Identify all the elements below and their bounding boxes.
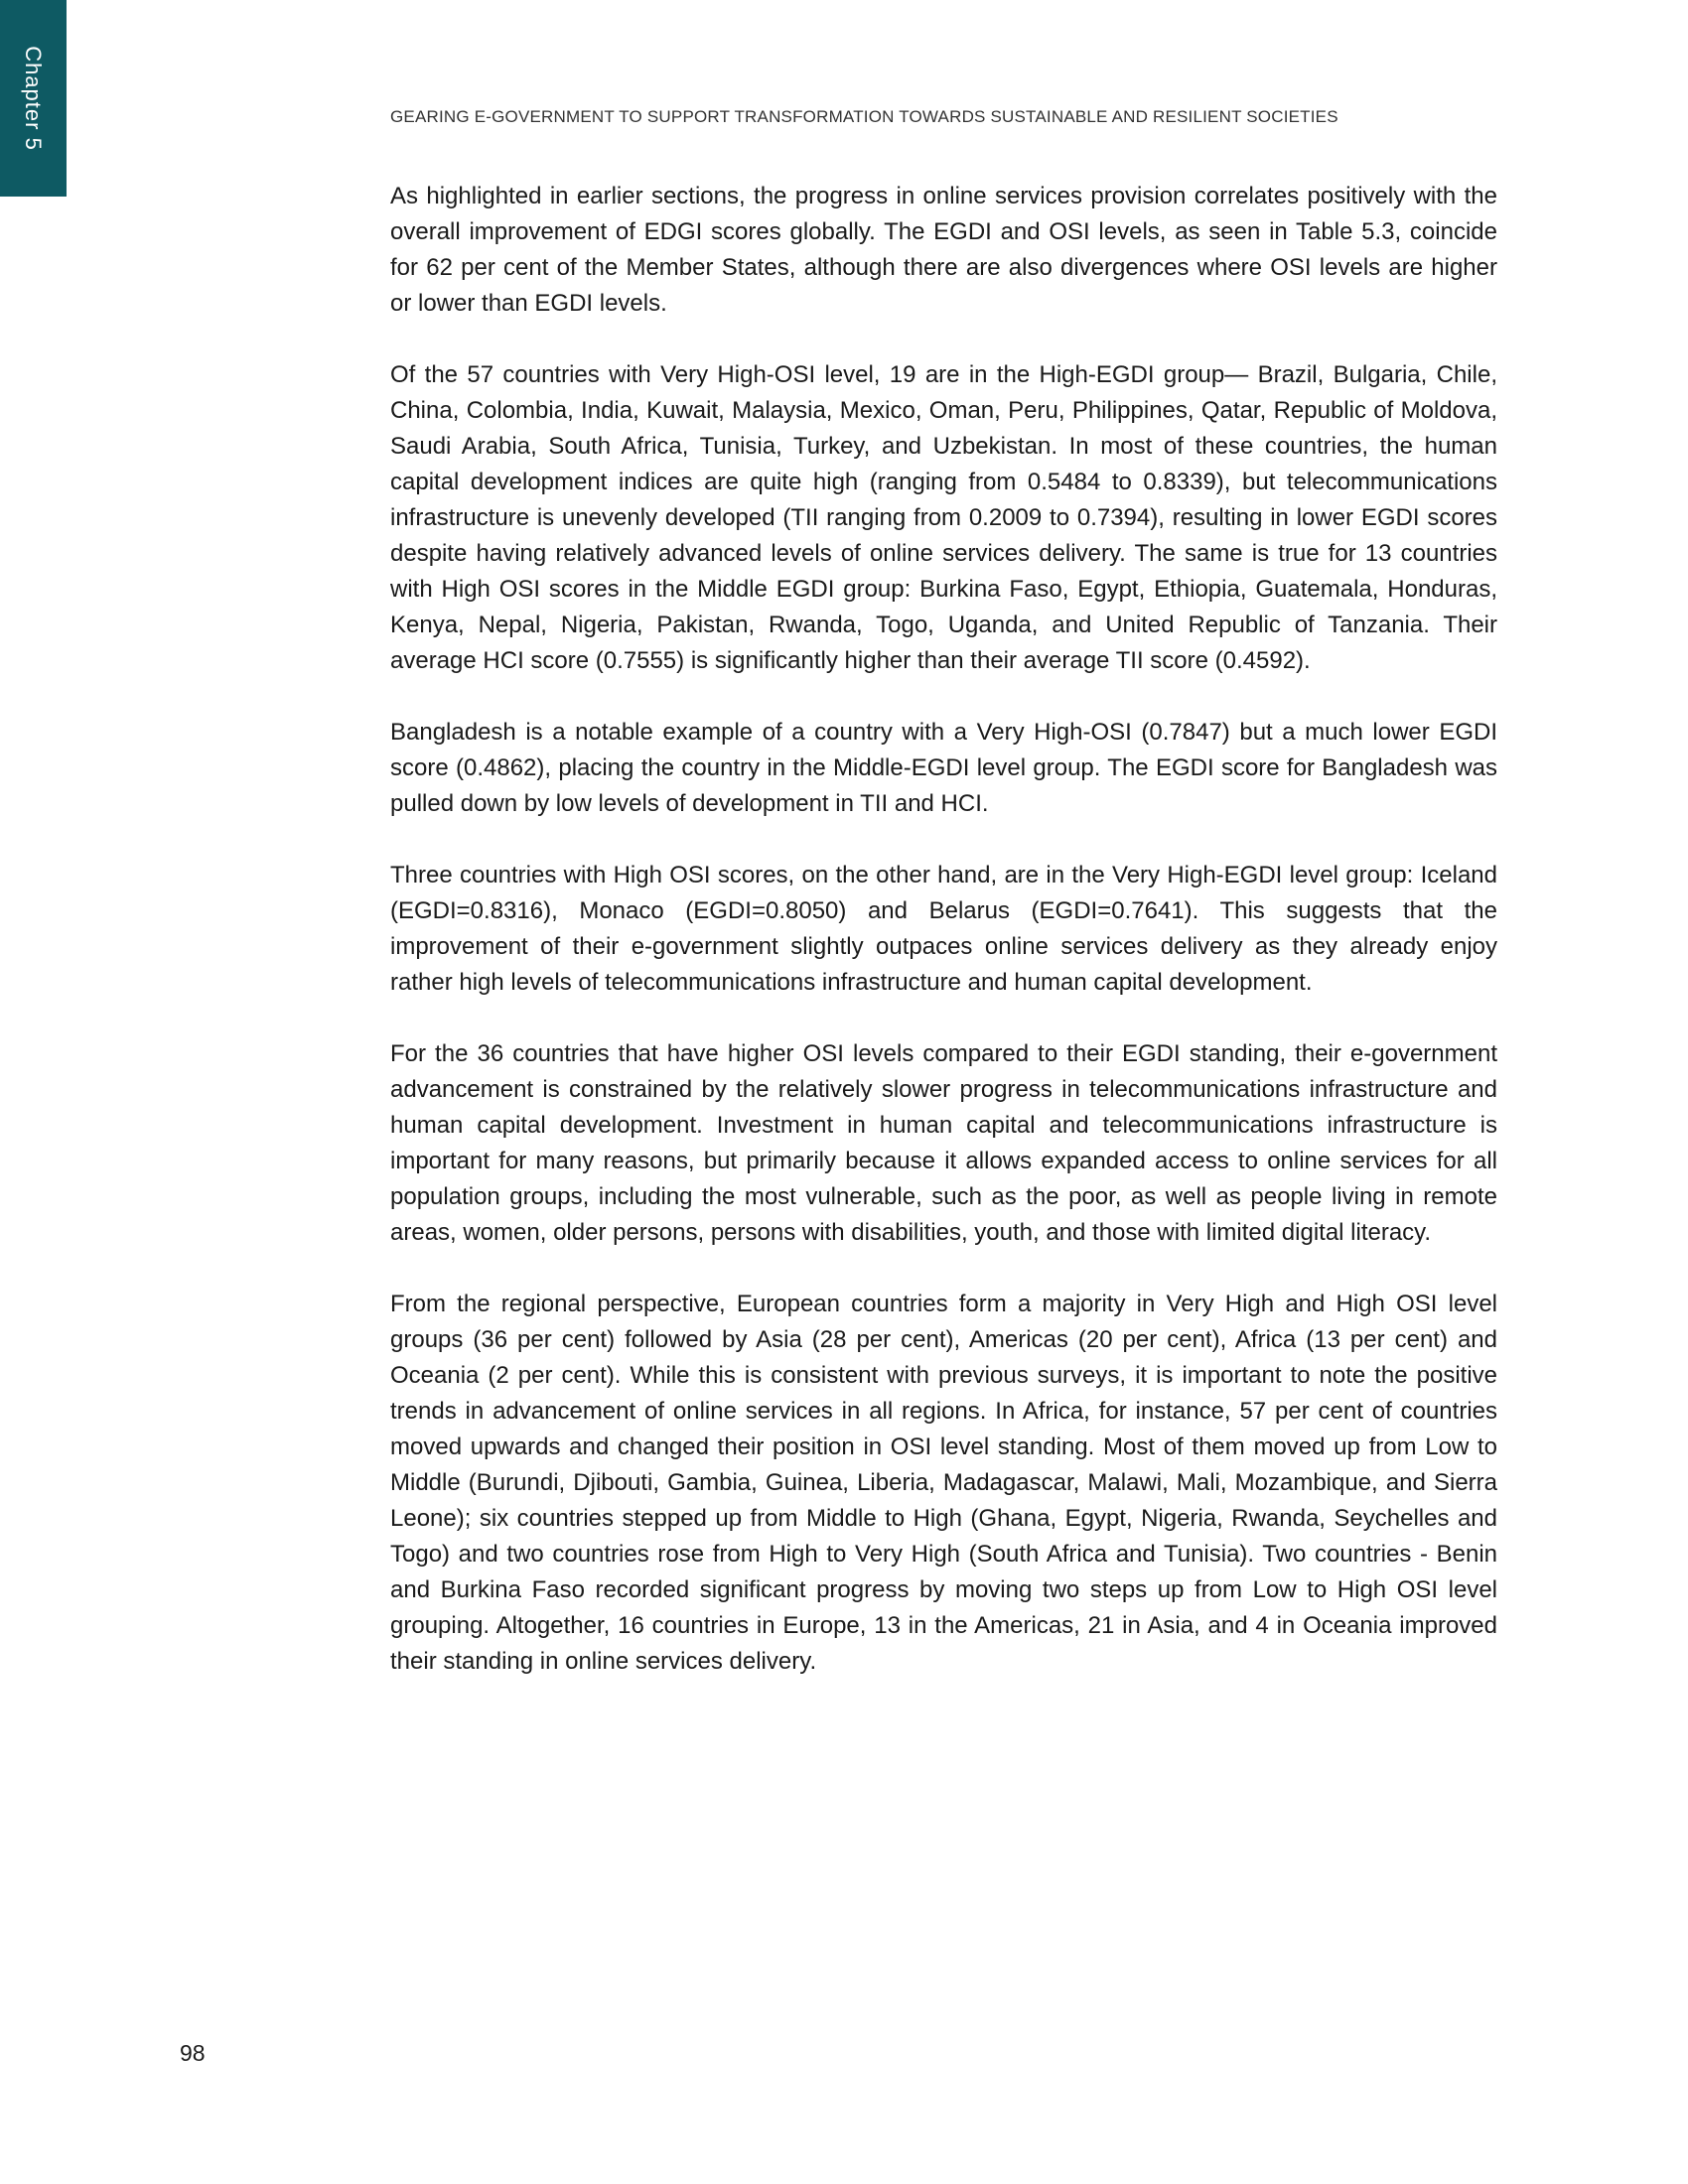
chapter-label: Chapter 5 <box>21 46 46 151</box>
paragraph: Three countries with High OSI scores, on the other hand, are in the Very High-EGDI level group: Iceland (EGDI=0.8316), Monaco (EGDI=0.8050) and Belarus (EGDI=0.7641). This suggests that the improvement of their e-government slightly outpaces online services delivery as they already enjoy rather high levels of telecommunications infrastructure and human capital development. <box>390 862 1497 996</box>
page-number: 98 <box>180 2040 206 2066</box>
paragraph: Bangladesh is a notable example of a country with a Very High-OSI (0.7847) but a much lower EGDI score (0.4862), placing the country in the Middle-EGDI level group. The EGDI score for Bangladesh was pulled down by low levels of development in TII and HCI. <box>390 719 1497 817</box>
paragraph: From the regional perspective, European countries form a majority in Very High and High OSI level groups (36 per cent) followed by Asia (28 per cent), Americas (20 per cent), Africa (13 per cent) and Oceania (2 per cent). While this is consistent with previous surveys, it is important to note the positive trends in advancement of online services in all regions. In Africa, for instance, 57 per cent of countries moved upwards and changed their position in OSI level standing. Most of them moved up from Low to Middle (Burundi, Djibouti, Gambia, Guinea, Liberia, Madagascar, Malawi, Mali, Mozambique, and Sierra Leone); six countries stepped up from Middle to High (Ghana, Egypt, Nigeria, Rwanda, Seychelles and Togo) and two countries rose from High to Very High (South Africa and Tunisia). Two countries - Benin and Burkina Faso recorded significant progress by moving two steps up from Low to High OSI level grouping. Altogether, 16 countries in Europe, 13 in the Americas, 21 in Asia, and 4 in Oceania improved their standing in online services delivery. <box>390 1291 1497 1675</box>
chapter-tab <box>0 0 67 197</box>
paragraph: Of the 57 countries with Very High-OSI level, 19 are in the High-EGDI group— Brazil, Bulgaria, Chile, China, Colombia, India, Kuwait, Malaysia, Mexico, Oman, Peru, Philippines, Qatar, Republic of Moldova, Saudi Arabia, South Africa, Tunisia, Turkey, and Uzbekistan. In most of these countries, the human capital development indices are quite high (ranging from 0.5484 to 0.8339), but telecommunications infrastructure is unevenly developed (TII ranging from 0.2009 to 0.7394), resulting in lower EGDI scores despite having relatively advanced levels of online services delivery. The same is true for 13 countries with High OSI scores in the Middle EGDI group: Burkina Faso, Egypt, Ethiopia, Guatemala, Honduras, Kenya, Nepal, Nigeria, Pakistan, Rwanda, Togo, Uganda, and United Republic of Tanzania. Their average HCI score (0.7555) is significantly higher than their average TII score (0.4592). <box>390 361 1497 674</box>
paragraph: For the 36 countries that have higher OSI levels compared to their EGDI standing, their e-government advancement is constrained by the relatively slower progress in telecommunications infrastructure and human capital development. Investment in human capital and telecommunications infrastructure is important for many reasons, but primarily because it allows expanded access to online services for all population groups, including the most vulnerable, such as the poor, as well as people living in remote areas, women, older persons, persons with disabilities, youth, and those with limited digital literacy. <box>390 1040 1497 1246</box>
body-text <box>390 179 1497 1715</box>
running-header: GEARING E-GOVERNMENT TO SUPPORT TRANSFORMATION TOWARDS SUSTAINABLE AND RESILIENT SOCIETIES <box>390 107 1338 126</box>
paragraph: As highlighted in earlier sections, the progress in online services provision correlates positively with the overall improvement of EDGI scores globally. The EGDI and OSI levels, as seen in Table 5.3, coincide for 62 per cent of the Member States, although there are also divergences where OSI levels are higher or lower than EGDI levels. <box>390 183 1497 317</box>
